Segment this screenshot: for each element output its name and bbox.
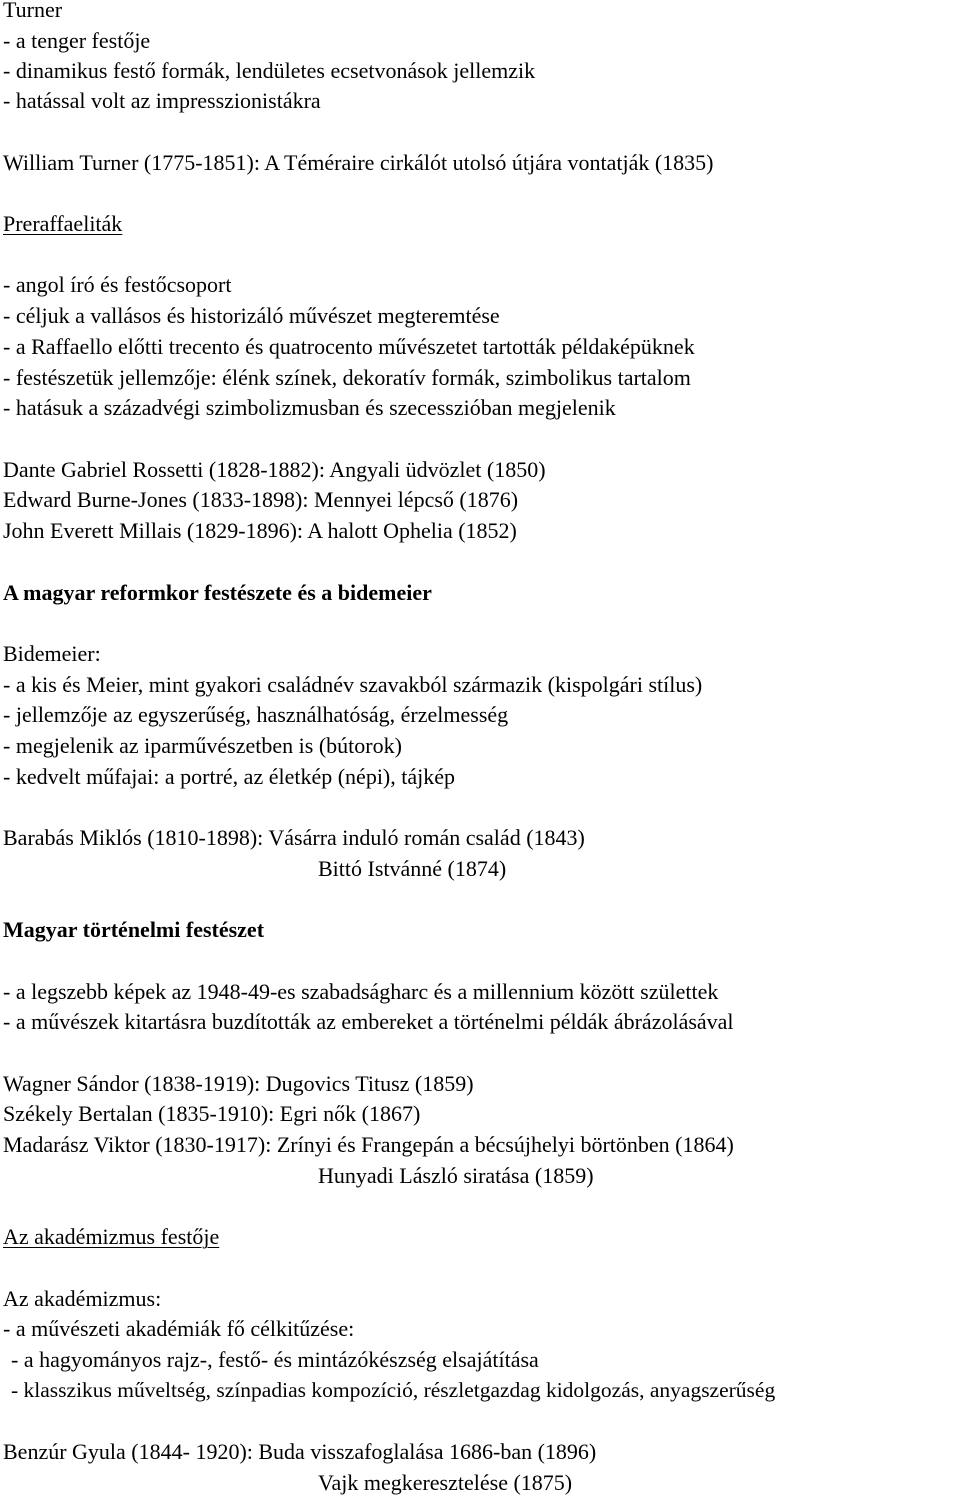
list-item: - a Raffaello előtti trecento és quatrocento művészetet tartották példaképüknek — [3, 334, 695, 359]
subheading-akademizmus: Az akadémizmus: — [3, 1286, 162, 1311]
section-heading-akademizmus: Az akadémizmus festője — [3, 1224, 220, 1249]
section-heading-preraffaelitak: Preraffaeliták — [3, 211, 123, 236]
list-item: - festészetük jellemzője: élénk színek, dekoratív formák, szimbolikus tartalom — [3, 365, 691, 390]
artwork-line-continued: Hunyadi László siratása (1859) — [318, 1163, 594, 1188]
artwork-line: Székely Bertalan (1835-1910): Egri nők (1867) — [3, 1101, 421, 1126]
artwork-line-continued: Vajk megkeresztelése (1875) — [318, 1470, 573, 1495]
artwork-line: Barabás Miklós (1810-1898): Vásárra induló román család (1843) — [3, 825, 585, 850]
section-title-turner: Turner — [3, 0, 63, 22]
list-item: - a kis és Meier, mint gyakori családnév szavakból származik (kispolgári stílus) — [3, 672, 703, 697]
artwork-line: William Turner (1775-1851): A Téméraire cirkálót utolsó útjára vontatják (1835) — [3, 150, 714, 175]
artwork-line: Madarász Viktor (1830-1917): Zrínyi és Frangepán a bécsújhelyi börtönben (1864) — [3, 1132, 734, 1157]
list-item: - a legszebb képek az 1948-49-es szabadságharc és a millennium között születtek — [3, 979, 719, 1004]
list-item: - klasszikus műveltség, színpadias kompozíció, részletgazdag kidolgozás, anyagszerűség — [11, 1378, 776, 1402]
list-item: - a művészek kitartásra buzdították az embereket a történelmi példák ábrázolásával — [3, 1009, 734, 1034]
list-item: - jellemzője az egyszerűség, használhatóság, érzelmesség — [3, 702, 509, 727]
list-item: - kedvelt műfajai: a portré, az életkép (népi), tájkép — [3, 764, 456, 789]
list-item: - a tenger festője — [3, 28, 151, 53]
list-intro: - a művészeti akadémiák fő célkitűzése: — [3, 1316, 355, 1341]
section-heading-reformkor: A magyar reformkor festészete és a bidemeier — [3, 580, 432, 605]
artwork-line: Benzúr Gyula (1844- 1920): Buda visszafoglalása 1686-ban (1896) — [3, 1439, 597, 1464]
artwork-line-continued: Bittó Istvánné (1874) — [318, 856, 507, 881]
artwork-line: Wagner Sándor (1838-1919): Dugovics Titusz (1859) — [3, 1071, 474, 1096]
list-item: - megjelenik az iparművészetben is (bútorok) — [3, 733, 402, 758]
list-item: - dinamikus festő formák, lendületes ecsetvonások jellemzik — [3, 58, 536, 83]
subheading-bidemeier: Bidemeier: — [3, 641, 101, 666]
list-item: - hatással volt az impresszionistákra — [3, 88, 321, 113]
artwork-line: Dante Gabriel Rossetti (1828-1882): Angyali üdvözlet (1850) — [3, 457, 546, 482]
list-item: - a hagyományos rajz-, festő- és mintázókészség elsajátítása — [11, 1347, 539, 1372]
section-heading-tortenelmi: Magyar történelmi festészet — [3, 917, 265, 942]
artwork-line: Edward Burne-Jones (1833-1898): Mennyei lépcső (1876) — [3, 487, 519, 512]
list-item: - hatásuk a századvégi szimbolizmusban és szecesszióban megjelenik — [3, 395, 616, 420]
artwork-line: John Everett Millais (1829-1896): A halott Ophelia (1852) — [3, 518, 517, 543]
list-item: - angol író és festőcsoport — [3, 272, 232, 297]
list-item: - céljuk a vallásos és historizáló művészet megteremtése — [3, 303, 500, 328]
